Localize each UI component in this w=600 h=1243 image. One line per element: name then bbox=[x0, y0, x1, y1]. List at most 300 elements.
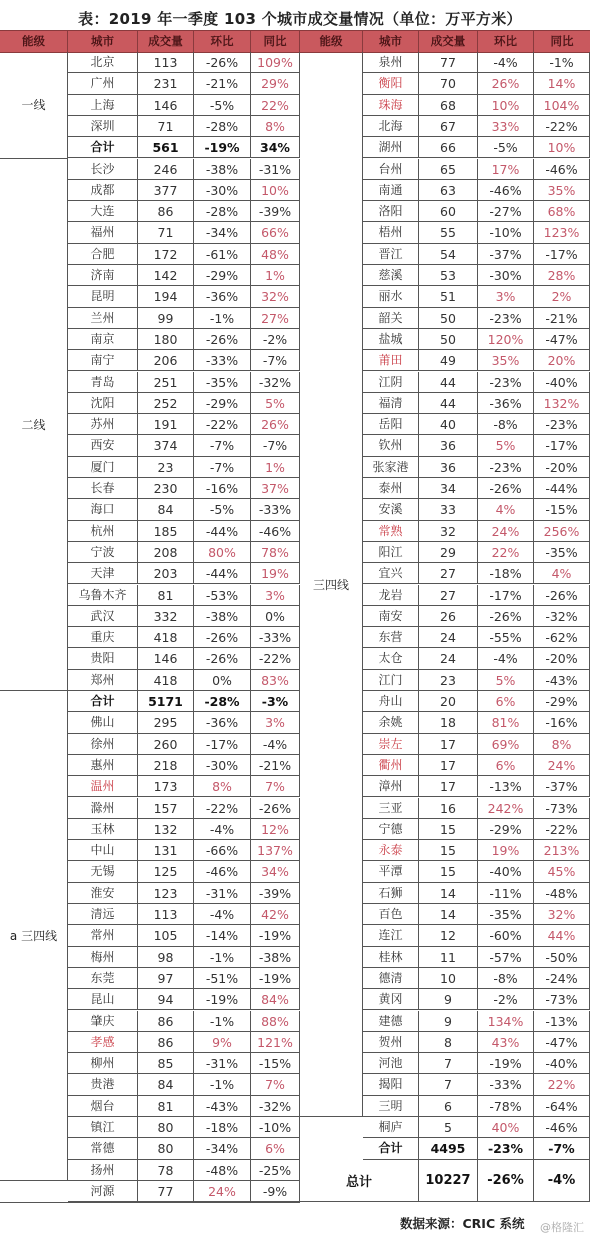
volume-cell: 8 bbox=[419, 1032, 478, 1053]
mom-cell: -33% bbox=[478, 1074, 534, 1095]
volume-cell: 10 bbox=[419, 968, 478, 989]
volume-cell: 94 bbox=[138, 989, 194, 1010]
mom-cell: -36% bbox=[194, 712, 251, 733]
yoy-cell: 8% bbox=[534, 734, 590, 755]
yoy-cell: -20% bbox=[534, 648, 590, 669]
mom-cell: -5% bbox=[194, 499, 251, 520]
volume-cell: 53 bbox=[419, 265, 478, 286]
volume-cell: 194 bbox=[138, 286, 194, 307]
city-cell: 台州 bbox=[363, 159, 419, 180]
yoy-cell: 84% bbox=[251, 989, 300, 1010]
yoy-cell: 0% bbox=[251, 606, 300, 627]
yoy-cell: 48% bbox=[251, 244, 300, 265]
yoy-cell: 213% bbox=[534, 840, 590, 861]
mom-cell: 242% bbox=[478, 798, 534, 819]
yoy-cell: -26% bbox=[534, 585, 590, 606]
yoy-cell: -7% bbox=[251, 350, 300, 371]
city-cell: 杭州 bbox=[68, 521, 138, 542]
mom-cell: 134% bbox=[478, 1011, 534, 1032]
mom-cell: -5% bbox=[194, 95, 251, 116]
city-cell: 中山 bbox=[68, 840, 138, 861]
mom-cell: -28% bbox=[194, 116, 251, 137]
mom-cell: -2% bbox=[478, 989, 534, 1010]
volume-cell: 15 bbox=[419, 840, 478, 861]
volume-cell: 98 bbox=[138, 947, 194, 968]
city-cell: 沈阳 bbox=[68, 393, 138, 414]
yoy-cell: -46% bbox=[534, 1117, 590, 1138]
mom-cell: -55% bbox=[478, 627, 534, 648]
yoy-cell: -17% bbox=[534, 435, 590, 456]
city-cell: 永泰 bbox=[363, 840, 419, 861]
city-cell: 淮安 bbox=[68, 883, 138, 904]
volume-cell: 218 bbox=[138, 755, 194, 776]
mom-cell: -43% bbox=[194, 1096, 251, 1117]
mom-cell: -4% bbox=[478, 52, 534, 73]
city-cell: 南宁 bbox=[68, 350, 138, 371]
mom-cell: 22% bbox=[478, 542, 534, 563]
city-cell: 苏州 bbox=[68, 414, 138, 435]
volume-cell: 29 bbox=[419, 542, 478, 563]
mom-cell: -11% bbox=[478, 883, 534, 904]
grand-total-mom: -26% bbox=[478, 1160, 534, 1202]
mom-cell: -34% bbox=[194, 222, 251, 243]
yoy-cell: 27% bbox=[251, 308, 300, 329]
mom-cell: -19% bbox=[478, 1053, 534, 1074]
city-cell: 无锡 bbox=[68, 861, 138, 882]
volume-cell: 81 bbox=[138, 1096, 194, 1117]
yoy-cell: -44% bbox=[534, 478, 590, 499]
volume-cell: 113 bbox=[138, 52, 194, 73]
mom-cell: -16% bbox=[194, 478, 251, 499]
mom-cell: -29% bbox=[194, 393, 251, 414]
city-cell: 西安 bbox=[68, 435, 138, 456]
volume-cell: 5171 bbox=[138, 691, 194, 712]
grand-total-label: 总计 bbox=[300, 1160, 419, 1202]
city-cell: 百色 bbox=[363, 904, 419, 925]
volume-cell: 132 bbox=[138, 819, 194, 840]
volume-cell: 17 bbox=[419, 734, 478, 755]
city-cell: 合肥 bbox=[68, 244, 138, 265]
yoy-cell: -39% bbox=[251, 883, 300, 904]
volume-cell: 50 bbox=[419, 308, 478, 329]
yoy-cell: -9% bbox=[251, 1181, 300, 1202]
city-cell: 漳州 bbox=[363, 776, 419, 797]
tier-label: 二线 bbox=[0, 159, 68, 692]
yoy-cell: 34% bbox=[251, 137, 300, 158]
grand-total-volume: 10227 bbox=[419, 1160, 478, 1202]
mom-cell: -36% bbox=[194, 286, 251, 307]
city-cell: 青岛 bbox=[68, 372, 138, 393]
yoy-cell: 28% bbox=[534, 265, 590, 286]
city-cell: 三明 bbox=[363, 1096, 419, 1117]
header-volume: 成交量 bbox=[138, 31, 194, 52]
header-mom-right: 环比 bbox=[478, 31, 534, 52]
volume-cell: 15 bbox=[419, 819, 478, 840]
mom-cell: -14% bbox=[194, 925, 251, 946]
city-cell: 温州 bbox=[68, 776, 138, 797]
volume-cell: 246 bbox=[138, 159, 194, 180]
city-cell: 建德 bbox=[363, 1011, 419, 1032]
mom-cell: -17% bbox=[478, 585, 534, 606]
yoy-cell: 256% bbox=[534, 521, 590, 542]
yoy-cell: -23% bbox=[534, 414, 590, 435]
yoy-cell: 137% bbox=[251, 840, 300, 861]
volume-cell: 374 bbox=[138, 435, 194, 456]
mom-cell: -60% bbox=[478, 925, 534, 946]
volume-cell: 418 bbox=[138, 627, 194, 648]
city-cell: 泉州 bbox=[363, 52, 419, 73]
volume-cell: 71 bbox=[138, 116, 194, 137]
yoy-cell: -10% bbox=[251, 1117, 300, 1138]
yoy-cell: -37% bbox=[534, 776, 590, 797]
mom-cell: -23% bbox=[478, 372, 534, 393]
yoy-cell: 78% bbox=[251, 542, 300, 563]
mom-cell: -26% bbox=[194, 648, 251, 669]
mom-cell: -31% bbox=[194, 883, 251, 904]
yoy-cell: 123% bbox=[534, 222, 590, 243]
mom-cell: 8% bbox=[194, 776, 251, 797]
volume-cell: 7 bbox=[419, 1053, 478, 1074]
mom-cell: -38% bbox=[194, 159, 251, 180]
yoy-cell: -22% bbox=[534, 116, 590, 137]
mom-cell: -8% bbox=[478, 414, 534, 435]
mom-cell: -4% bbox=[194, 819, 251, 840]
mom-cell: -26% bbox=[194, 52, 251, 73]
volume-cell: 172 bbox=[138, 244, 194, 265]
yoy-cell: -7% bbox=[534, 1138, 590, 1159]
yoy-cell: 10% bbox=[534, 137, 590, 158]
yoy-cell: 68% bbox=[534, 201, 590, 222]
yoy-cell: 88% bbox=[251, 1011, 300, 1032]
yoy-cell: 45% bbox=[534, 861, 590, 882]
yoy-cell: -35% bbox=[534, 542, 590, 563]
mom-cell: -1% bbox=[194, 1011, 251, 1032]
yoy-cell: -64% bbox=[534, 1096, 590, 1117]
city-cell: 玉林 bbox=[68, 819, 138, 840]
city-cell: 泰州 bbox=[363, 478, 419, 499]
yoy-cell: -1% bbox=[534, 52, 590, 73]
yoy-cell: -15% bbox=[534, 499, 590, 520]
volume-cell: 70 bbox=[419, 73, 478, 94]
city-cell: 海口 bbox=[68, 499, 138, 520]
city-cell: 成都 bbox=[68, 180, 138, 201]
volume-cell: 36 bbox=[419, 435, 478, 456]
city-cell: 郑州 bbox=[68, 670, 138, 691]
mom-cell: -37% bbox=[478, 244, 534, 265]
mom-cell: -10% bbox=[478, 222, 534, 243]
yoy-cell: 10% bbox=[251, 180, 300, 201]
city-cell: 南京 bbox=[68, 329, 138, 350]
mom-cell: -51% bbox=[194, 968, 251, 989]
mom-cell: 35% bbox=[478, 350, 534, 371]
city-cell: 烟台 bbox=[68, 1096, 138, 1117]
mom-cell: -7% bbox=[194, 435, 251, 456]
yoy-cell: -13% bbox=[534, 1011, 590, 1032]
mom-cell: -34% bbox=[194, 1138, 251, 1159]
volume-cell: 44 bbox=[419, 393, 478, 414]
mom-cell: -1% bbox=[194, 1074, 251, 1095]
city-cell: 龙岩 bbox=[363, 585, 419, 606]
volume-cell: 54 bbox=[419, 244, 478, 265]
volume-cell: 81 bbox=[138, 585, 194, 606]
volume-cell: 332 bbox=[138, 606, 194, 627]
city-cell: 舟山 bbox=[363, 691, 419, 712]
mom-cell: -44% bbox=[194, 563, 251, 584]
mom-cell: 69% bbox=[478, 734, 534, 755]
volume-cell: 86 bbox=[138, 1011, 194, 1032]
volume-cell: 49 bbox=[419, 350, 478, 371]
mom-cell: -23% bbox=[478, 308, 534, 329]
city-cell: 宁德 bbox=[363, 819, 419, 840]
grand-total-yoy: -4% bbox=[534, 1160, 590, 1202]
yoy-cell: 35% bbox=[534, 180, 590, 201]
volume-cell: 23 bbox=[419, 670, 478, 691]
city-cell: 合计 bbox=[68, 137, 138, 158]
mom-cell: 10% bbox=[478, 95, 534, 116]
volume-cell: 123 bbox=[138, 883, 194, 904]
yoy-cell: -48% bbox=[534, 883, 590, 904]
volume-cell: 185 bbox=[138, 521, 194, 542]
mom-cell: 80% bbox=[194, 542, 251, 563]
city-cell: 珠海 bbox=[363, 95, 419, 116]
mom-cell: -78% bbox=[478, 1096, 534, 1117]
volume-cell: 113 bbox=[138, 904, 194, 925]
mom-cell: -29% bbox=[194, 265, 251, 286]
yoy-cell: 6% bbox=[251, 1138, 300, 1159]
city-cell: 梧州 bbox=[363, 222, 419, 243]
mom-cell: -28% bbox=[194, 201, 251, 222]
volume-cell: 77 bbox=[419, 52, 478, 73]
city-cell: 兰州 bbox=[68, 308, 138, 329]
mom-cell: -40% bbox=[478, 861, 534, 882]
yoy-cell: -62% bbox=[534, 627, 590, 648]
table-bottom-border bbox=[0, 1202, 300, 1203]
yoy-cell: 19% bbox=[251, 563, 300, 584]
mom-cell: -57% bbox=[478, 947, 534, 968]
mom-cell: -46% bbox=[478, 180, 534, 201]
city-cell: 上海 bbox=[68, 95, 138, 116]
volume-cell: 12 bbox=[419, 925, 478, 946]
yoy-cell: -21% bbox=[534, 308, 590, 329]
city-cell: 崇左 bbox=[363, 734, 419, 755]
yoy-cell: 4% bbox=[534, 563, 590, 584]
mom-cell: 33% bbox=[478, 116, 534, 137]
volume-cell: 203 bbox=[138, 563, 194, 584]
tier-label: 三四线 bbox=[300, 52, 363, 1117]
watermark: @格隆汇 bbox=[540, 1221, 584, 1234]
city-cell: 广州 bbox=[68, 73, 138, 94]
volume-cell: 99 bbox=[138, 308, 194, 329]
yoy-cell: -2% bbox=[251, 329, 300, 350]
city-cell: 长沙 bbox=[68, 159, 138, 180]
city-cell: 晋江 bbox=[363, 244, 419, 265]
city-cell: 惠州 bbox=[68, 755, 138, 776]
city-cell: 北海 bbox=[363, 116, 419, 137]
city-cell: 南通 bbox=[363, 180, 419, 201]
city-cell: 衢州 bbox=[363, 755, 419, 776]
yoy-cell: -26% bbox=[251, 798, 300, 819]
yoy-cell: -19% bbox=[251, 968, 300, 989]
mom-cell: 81% bbox=[478, 712, 534, 733]
city-cell: 阳江 bbox=[363, 542, 419, 563]
volume-cell: 36 bbox=[419, 457, 478, 478]
mom-cell: 40% bbox=[478, 1117, 534, 1138]
city-cell: 长春 bbox=[68, 478, 138, 499]
city-cell: 河池 bbox=[363, 1053, 419, 1074]
mom-cell: -23% bbox=[478, 1138, 534, 1159]
volume-cell: 67 bbox=[419, 116, 478, 137]
mom-cell: -4% bbox=[478, 648, 534, 669]
volume-cell: 86 bbox=[138, 201, 194, 222]
mom-cell: -48% bbox=[194, 1160, 251, 1181]
city-cell: 张家港 bbox=[363, 457, 419, 478]
city-cell: 洛阳 bbox=[363, 201, 419, 222]
yoy-cell: -73% bbox=[534, 798, 590, 819]
volume-cell: 32 bbox=[419, 521, 478, 542]
city-cell: 岳阳 bbox=[363, 414, 419, 435]
city-cell: 余姚 bbox=[363, 712, 419, 733]
city-cell: 柳州 bbox=[68, 1053, 138, 1074]
mom-cell: -19% bbox=[194, 989, 251, 1010]
yoy-cell: -21% bbox=[251, 755, 300, 776]
city-cell: 福清 bbox=[363, 393, 419, 414]
yoy-cell: -46% bbox=[251, 521, 300, 542]
city-cell: 桐庐 bbox=[363, 1117, 419, 1138]
yoy-cell: -22% bbox=[534, 819, 590, 840]
city-cell: 河源 bbox=[68, 1181, 138, 1202]
yoy-cell: 104% bbox=[534, 95, 590, 116]
city-cell: 常熟 bbox=[363, 521, 419, 542]
city-cell: 常州 bbox=[68, 925, 138, 946]
mom-cell: -29% bbox=[478, 819, 534, 840]
city-cell: 盐城 bbox=[363, 329, 419, 350]
volume-cell: 6 bbox=[419, 1096, 478, 1117]
mom-cell: -53% bbox=[194, 585, 251, 606]
volume-cell: 125 bbox=[138, 861, 194, 882]
mom-cell: 5% bbox=[478, 670, 534, 691]
header-city: 城市 bbox=[68, 31, 138, 52]
yoy-cell: -15% bbox=[251, 1053, 300, 1074]
yoy-cell: -40% bbox=[534, 372, 590, 393]
mom-cell: 6% bbox=[478, 691, 534, 712]
volume-cell: 142 bbox=[138, 265, 194, 286]
volume-cell: 50 bbox=[419, 329, 478, 350]
mom-cell: 26% bbox=[478, 73, 534, 94]
mom-cell: -28% bbox=[194, 691, 251, 712]
yoy-cell: 26% bbox=[251, 414, 300, 435]
city-cell: 江门 bbox=[363, 670, 419, 691]
volume-cell: 14 bbox=[419, 883, 478, 904]
yoy-cell: -29% bbox=[534, 691, 590, 712]
city-cell: 宁波 bbox=[68, 542, 138, 563]
volume-cell: 33 bbox=[419, 499, 478, 520]
yoy-cell: -20% bbox=[534, 457, 590, 478]
header-tier-right: 能级 bbox=[300, 31, 363, 52]
volume-cell: 27 bbox=[419, 563, 478, 584]
city-cell: 石狮 bbox=[363, 883, 419, 904]
yoy-cell: -47% bbox=[534, 329, 590, 350]
city-cell: 厦门 bbox=[68, 457, 138, 478]
yoy-cell: -38% bbox=[251, 947, 300, 968]
volume-cell: 208 bbox=[138, 542, 194, 563]
yoy-cell: -39% bbox=[251, 201, 300, 222]
volume-cell: 157 bbox=[138, 798, 194, 819]
city-cell: 德清 bbox=[363, 968, 419, 989]
city-cell: 合计 bbox=[68, 691, 138, 712]
mom-cell: -31% bbox=[194, 1053, 251, 1074]
yoy-cell: 44% bbox=[534, 925, 590, 946]
yoy-cell: 132% bbox=[534, 393, 590, 414]
mom-cell: -4% bbox=[194, 904, 251, 925]
mom-cell: -61% bbox=[194, 244, 251, 265]
volume-cell: 34 bbox=[419, 478, 478, 499]
city-cell: 佛山 bbox=[68, 712, 138, 733]
mom-cell: 120% bbox=[478, 329, 534, 350]
volume-cell: 86 bbox=[138, 1032, 194, 1053]
header-yoy-right: 同比 bbox=[550, 34, 574, 48]
volume-cell: 173 bbox=[138, 776, 194, 797]
mom-cell: -35% bbox=[194, 372, 251, 393]
city-cell: 慈溪 bbox=[363, 265, 419, 286]
city-cell: 北京 bbox=[68, 52, 138, 73]
mom-cell: 19% bbox=[478, 840, 534, 861]
yoy-cell: 5% bbox=[251, 393, 300, 414]
yoy-cell: -32% bbox=[251, 372, 300, 393]
mom-cell: 43% bbox=[478, 1032, 534, 1053]
volume-cell: 44 bbox=[419, 372, 478, 393]
yoy-cell: 1% bbox=[251, 265, 300, 286]
mom-cell: -1% bbox=[194, 308, 251, 329]
yoy-cell: -32% bbox=[251, 1096, 300, 1117]
yoy-cell: 32% bbox=[251, 286, 300, 307]
mom-cell: 9% bbox=[194, 1032, 251, 1053]
yoy-cell: -7% bbox=[251, 435, 300, 456]
yoy-cell: 37% bbox=[251, 478, 300, 499]
volume-cell: 77 bbox=[138, 1181, 194, 1202]
city-cell: 梅州 bbox=[68, 947, 138, 968]
yoy-cell: -32% bbox=[534, 606, 590, 627]
yoy-cell: -46% bbox=[534, 159, 590, 180]
volume-cell: 146 bbox=[138, 648, 194, 669]
yoy-cell: 22% bbox=[534, 1074, 590, 1095]
volume-cell: 4495 bbox=[419, 1138, 478, 1159]
city-cell: 平潭 bbox=[363, 861, 419, 882]
volume-cell: 60 bbox=[419, 201, 478, 222]
city-cell: 钦州 bbox=[363, 435, 419, 456]
volume-cell: 71 bbox=[138, 222, 194, 243]
volume-cell: 9 bbox=[419, 1011, 478, 1032]
header-tier: 能级 bbox=[0, 31, 68, 52]
volume-cell: 84 bbox=[138, 1074, 194, 1095]
mom-cell: 4% bbox=[478, 499, 534, 520]
volume-cell: 65 bbox=[419, 159, 478, 180]
mom-cell: -19% bbox=[194, 137, 251, 158]
mom-cell: -21% bbox=[194, 73, 251, 94]
yoy-cell: 32% bbox=[534, 904, 590, 925]
city-cell: 太仓 bbox=[363, 648, 419, 669]
volume-cell: 97 bbox=[138, 968, 194, 989]
volume-cell: 180 bbox=[138, 329, 194, 350]
table-header bbox=[0, 30, 590, 53]
city-cell: 桂林 bbox=[363, 947, 419, 968]
yoy-cell: -43% bbox=[534, 670, 590, 691]
yoy-cell: -24% bbox=[534, 968, 590, 989]
city-cell: 南安 bbox=[363, 606, 419, 627]
volume-cell: 418 bbox=[138, 670, 194, 691]
volume-cell: 24 bbox=[419, 627, 478, 648]
yoy-cell: -31% bbox=[251, 159, 300, 180]
city-cell: 江阴 bbox=[363, 372, 419, 393]
